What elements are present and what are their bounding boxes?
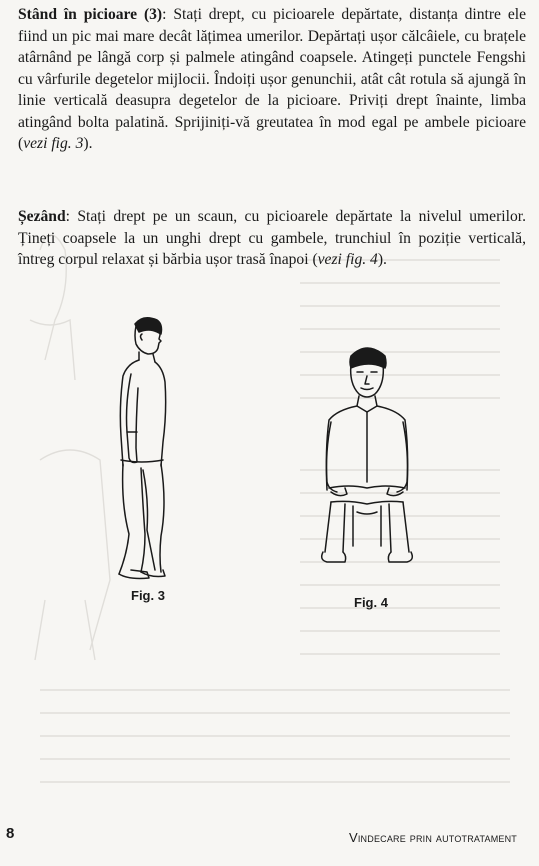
sitting-text: : Stați drept pe un scaun, cu picioarele depărtate la nivelul umerilor. Țineți coapsele la un unghi drept cu gambele, trunchiul în poziție verticală, întreg corpul relaxat și bărbia ușor trasă înapoi ( — [18, 208, 526, 268]
figure-3-caption: Fig. 3 — [131, 588, 165, 603]
standing-paragraph — [18, 4, 526, 155]
standing-text-end: ). — [83, 135, 93, 152]
sitting-text-end: ). — [377, 251, 387, 268]
standing-heading: Stând în picioare (3) — [18, 6, 163, 23]
figure-4-sitting-illustration — [317, 342, 427, 572]
sitting-paragraph — [18, 206, 526, 271]
sitting-figure-ref: vezi fig. 4 — [317, 251, 378, 268]
page-number: 8 — [6, 825, 15, 842]
standing-figure-ref: vezi fig. 3 — [23, 135, 84, 152]
standing-text: : Stați drept, cu picioarele depărtate, distanța dintre ele fiind un pic mai mare decât lățimea umerilor. Depărtați ușor călcâiele, cu brațele atârnând pe lângă corp și palmele atingând coapsele. Atingeți punctele Fengshi cu vârfurile degetelor mijlocii. Îndoiți ușor genunchii, atât cât rotula să ajungă în linie verticală deasupra degetelor de la picioare. Priviți drept înainte, limba atingând bolta palatină. Sprijiniți-vă greutatea în mod egal pe ambele picioare ( — [18, 6, 526, 152]
figure-4-caption: Fig. 4 — [354, 595, 388, 610]
sitting-heading: Șezând — [18, 208, 66, 225]
figure-3-standing-illustration — [105, 312, 185, 587]
running-footer-title: Vindecare prin autotratament — [348, 830, 517, 845]
